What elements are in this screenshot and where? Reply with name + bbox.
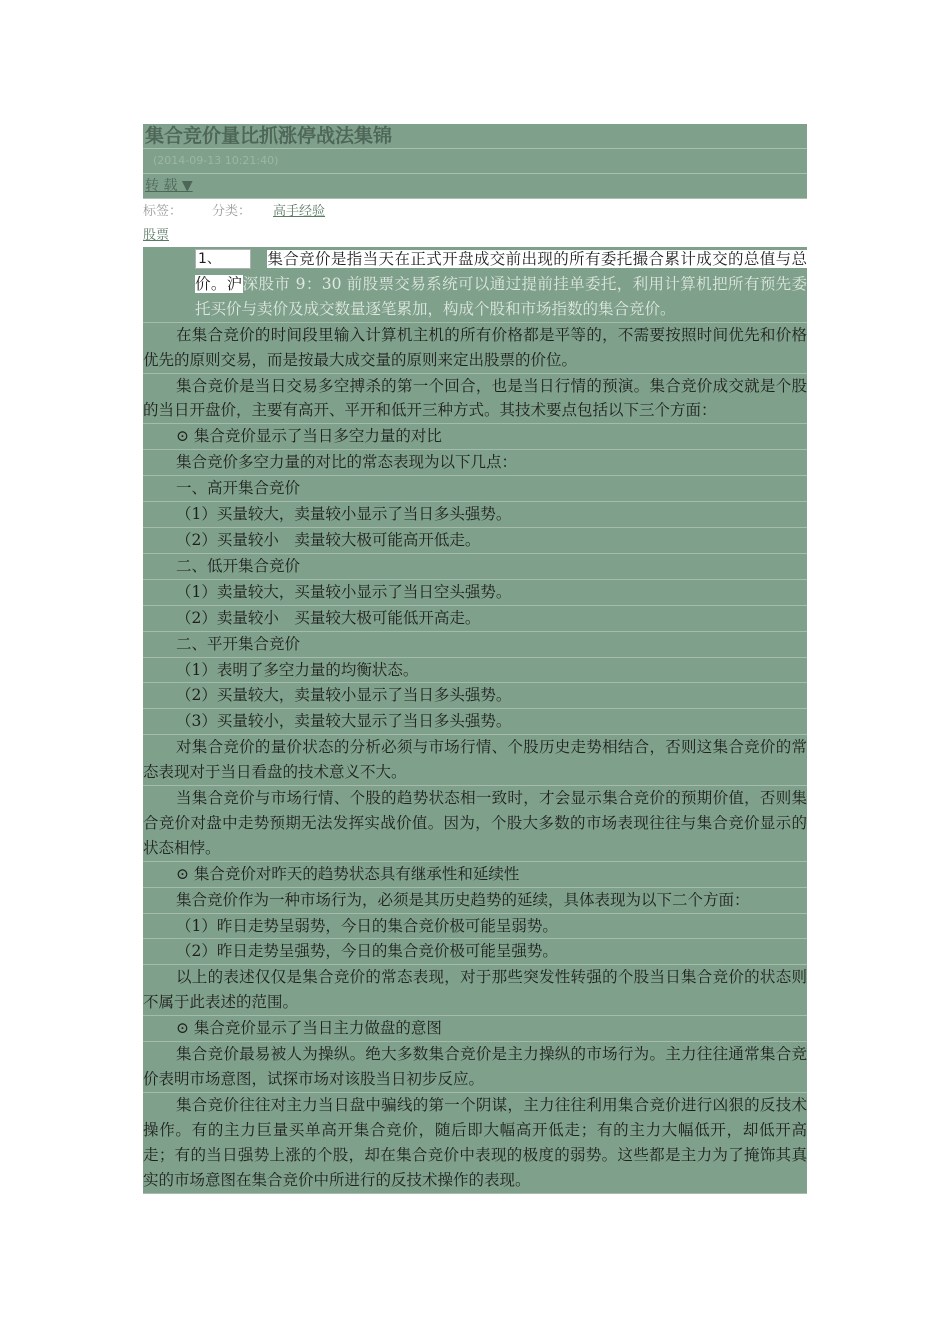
- paragraph: 对集合竞价的量价状态的分析必须与市场行情、个股历史走势相结合，否则这集合竞价的常态表现对于当日看盘的技术意义不大。: [143, 735, 807, 786]
- article-title: 集合竞价量比抓涨停战法集锦: [143, 124, 807, 149]
- paragraph-number: 1、: [195, 249, 251, 269]
- paragraph: （1）表明了多空力量的均衡状态。: [143, 658, 807, 684]
- paragraph: ⊙ 集合竞价对昨天的趋势状态具有继承性和延续性: [143, 862, 807, 888]
- paragraph: （3）买量较小，卖量较大显示了当日多头强势。: [143, 709, 807, 735]
- repost-button[interactable]: 转 载 ▼: [145, 178, 193, 194]
- paragraph: 一、高开集合竞价: [143, 476, 807, 502]
- paragraph: 以上的表述仅仅是集合竞价的常态表现，对于那些突发性转强的个股当日集合竞价的状态则不属于此表述的范围。: [143, 965, 807, 1016]
- article-date: (2014-09-13 10:21:40): [143, 149, 807, 174]
- first-paragraph: [143, 247, 807, 323]
- paragraph: 集合竞价多空力量的对比的常态表现为以下几点：: [143, 450, 807, 476]
- category-link[interactable]: 高手经验: [273, 204, 326, 219]
- paragraph: ⊙ 集合竞价显示了当日主力做盘的意图: [143, 1016, 807, 1042]
- tag-label: 标签：: [143, 204, 183, 219]
- paragraph: 在集合竞价的时间段里输入计算机主机的所有价格都是平等的，不需要按照时间优先和价格优先的原则交易，而是按最大成交量的原则来定出股票的价位。: [143, 323, 807, 374]
- paragraph: ⊙ 集合竞价显示了当日多空力量的对比: [143, 424, 807, 450]
- tag-row: [143, 225, 807, 247]
- tag-link[interactable]: 股票: [143, 228, 170, 243]
- paragraph: 二、低开集合竞价: [143, 554, 807, 580]
- paragraph: 集合竞价最易被人为操纵。绝大多数集合竞价是主力操纵的市场行为。主力往往通常集合竞价表明市场意图，试探市场对该股当日初步反应。: [143, 1042, 807, 1093]
- paragraph: （1）昨日走势呈弱势，今日的集合竞价极可能呈弱势。: [143, 914, 807, 940]
- paragraph: （1）买量较大，卖量较小显示了当日多头强势。: [143, 502, 807, 528]
- paragraph-text: 深股市 9：30 前股票交易系统可以通过提前挂单委托，利用计算机把所有预先委托买价与卖价及成交数量逐笔累加，构成个股和市场指数的集合竞价。: [195, 274, 807, 318]
- paragraph: （2）卖量较小 买量较大极可能低开高走。: [143, 606, 807, 632]
- paragraph: 二、平开集合竞价: [143, 632, 807, 658]
- article-body: [143, 247, 807, 1194]
- paragraph: （2）买量较小 卖量较大极可能高开低走。: [143, 528, 807, 554]
- paragraph: 集合竞价作为一种市场行为，必须是其历史趋势的延续，具体表现为以下二个方面：: [143, 888, 807, 914]
- paragraph: （2）昨日走势呈强势，今日的集合竞价极可能呈强势。: [143, 939, 807, 965]
- paragraph: 当集合竞价与市场行情、个股的趋势状态相一致时，才会显示集合竞价的预期价值，否则集合竞价对盘中走势预期无法发挥实战价值。因为，个股大多数的市场表现往往与集合竞价显示的状态相悖。: [143, 786, 807, 862]
- article-page: [143, 124, 807, 1194]
- paragraph: 集合竞价是当日交易多空搏杀的第一个回合，也是当日行情的预演。集合竞价成交就是个股的当日开盘价，主要有高开、平开和低开三种方式。其技术要点包括以下三个方面：: [143, 374, 807, 425]
- meta-row: [143, 199, 807, 225]
- paragraph: 集合竞价往往对主力当日盘中骗线的第一个阴谋，主力往往利用集合竞价进行凶狠的反技术操作。有的主力巨量买单高开集合竞价，随后即大幅高开低走；有的主力大幅低开，却低开高走；有的当日强势上涨的个股，却在集合竞价中表现的极度的弱势。这些都是主力为了掩饰其真实的市场意图在集合竞价中所进行的反技术操作的表现。: [143, 1093, 807, 1194]
- paragraph-list: [143, 323, 807, 1194]
- paragraph: （2）买量较大，卖量较小显示了当日多头强势。: [143, 683, 807, 709]
- category-label: 分类：: [212, 204, 252, 219]
- paragraph: （1）卖量较大，买量较小显示了当日空头强势。: [143, 580, 807, 606]
- highlighted-text: 集合竞价是指当天在正式开盘成交前出现的所有委托撮合累计成交的总值与总价。沪: [195, 250, 807, 293]
- repost-bar: [143, 174, 807, 199]
